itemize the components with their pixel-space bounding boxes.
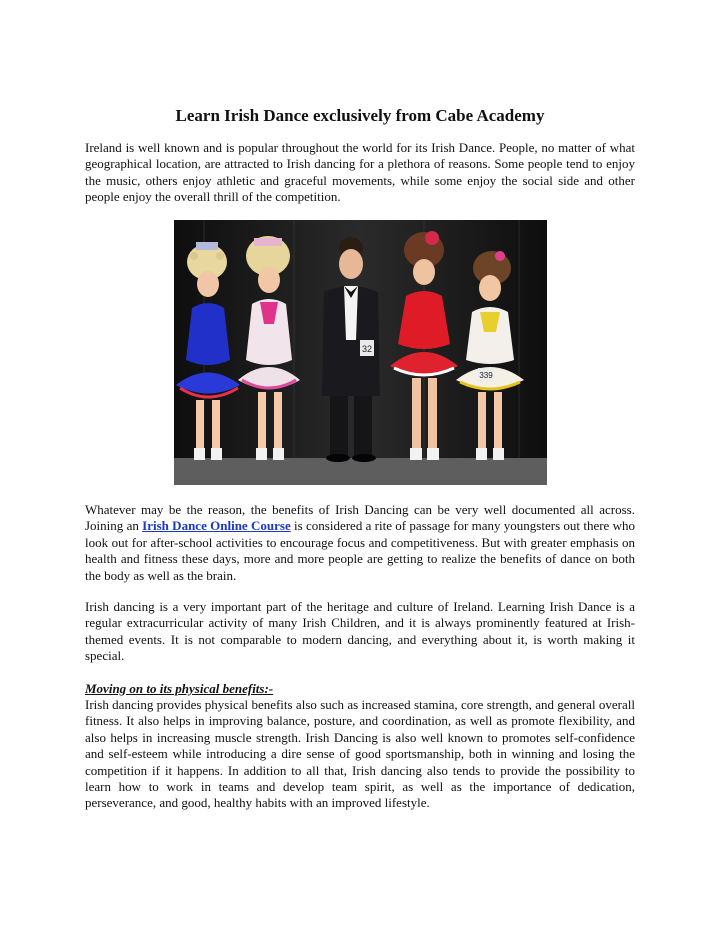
physical-benefits-paragraph: Irish dancing provides physical benefits also such as increased stamina, core strength, and general overall fitness. It also helps in improving balance, posture, and coordination, as well as promote flexibility, and also helps in increasing muscle strength. Irish Dancing is also well known to promotes self-confidence and self-esteem while introducing a dire sense of good sportsmanship, both in winning and losing the competition if it happens. In addition to all that, Irish dancing also tends to provide the possibility to learn how to work in teams and develop team spirit, as well as the importance of dedication, perseverance, and good, healthy habits with an improved lifestyle.	[85, 697, 635, 811]
physical-benefits-heading: Moving on to its physical benefits:-	[85, 681, 274, 696]
benefits-text-end: is considered a rite of passage for many youngsters out there who look out for after-school activities to encourage focus and competitiveness. But with greater emphasis on health and fitness these days, more and more people are getting to realize the benefits of dance on both the body as well as the brain.	[85, 518, 636, 583]
heritage-paragraph: Irish dancing is a very important part of the heritage and culture of Ireland. Learning Irish Dance is a regular extracurricular activity of many Irish Children, and it is always prominently featured at Irish-themed events. It is not comparable to modern dancing, and everything about it, is worth making it special.	[85, 599, 635, 664]
document-title: Learn Irish Dance exclusively from Cabe Academy	[175, 106, 545, 125]
number-badge-girl: 339	[479, 371, 493, 380]
irish-dance-online-course-link[interactable]: Irish Dance Online Course	[142, 518, 291, 534]
number-badge-boy: 32	[361, 344, 373, 354]
dancers-photo	[174, 220, 547, 485]
dancers-illustration	[174, 220, 547, 485]
intro-paragraph: Ireland is well known and is popular throughout the world for its Irish Dance. People, no matter of what geographical location, are attracted to Irish dancing for a plethora of reasons. Some people tend to enjoy the music, others enjoy athletic and graceful movements, while some enjoy the social side and other people enjoy the overall thrill of the competition.	[85, 140, 635, 205]
benefits-text-start: Whatever may be the reason, the benefits of Irish Dancing can be very well documented all across. Joining an	[85, 502, 635, 534]
benefits-paragraph	[85, 502, 635, 584]
